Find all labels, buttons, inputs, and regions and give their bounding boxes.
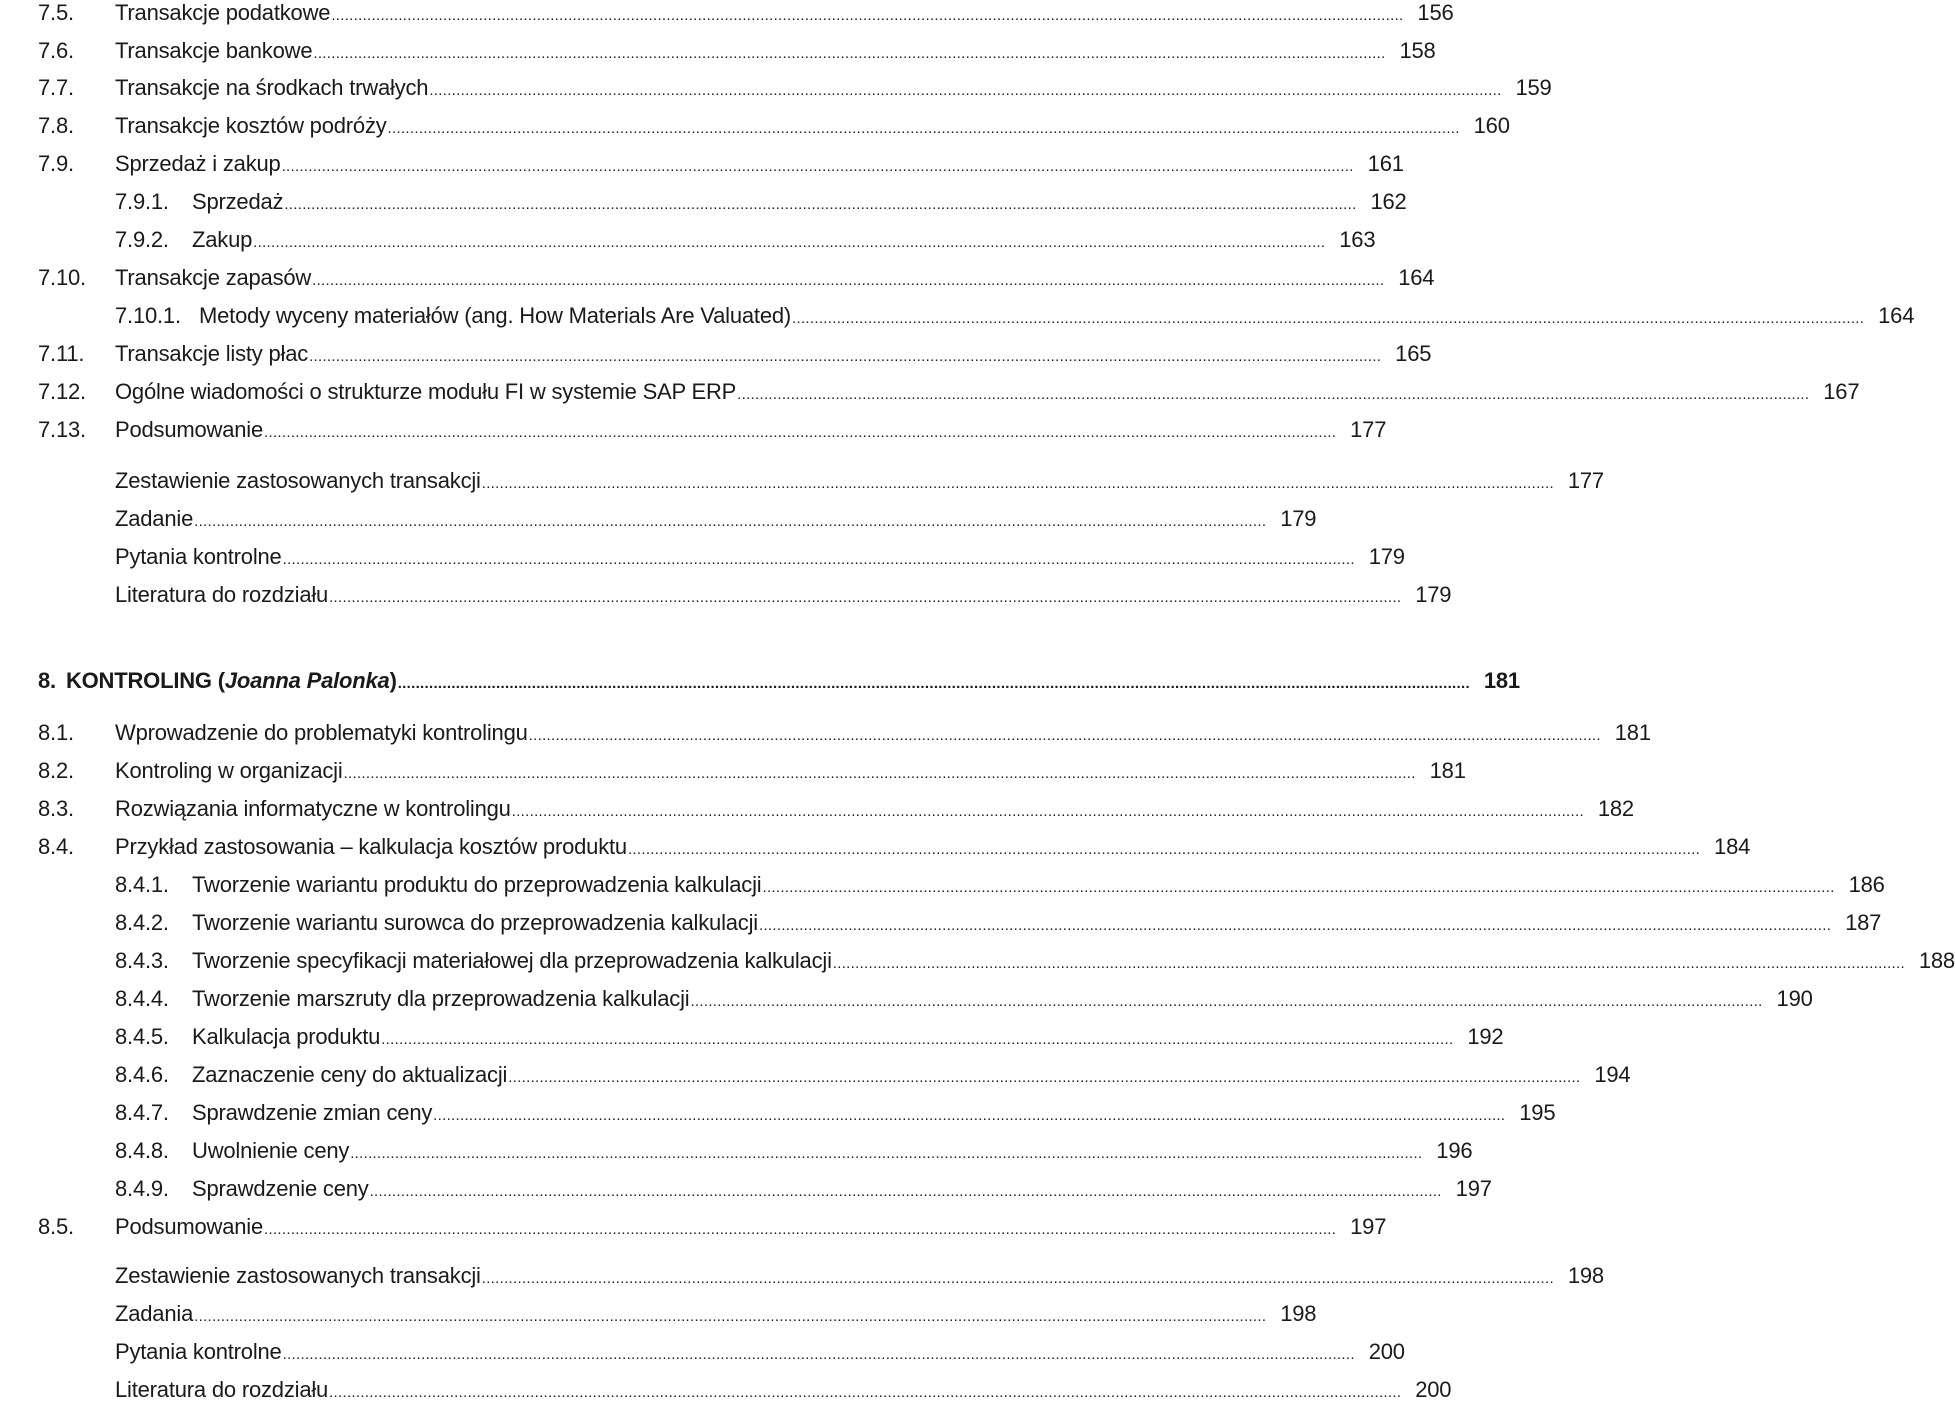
dot-leader: [344, 759, 1416, 789]
toc-entry-page: 194: [1594, 1062, 1631, 1087]
dot-leader: [690, 987, 1762, 1017]
toc-entry: [38, 504, 1317, 534]
dot-leader: [762, 873, 1834, 903]
toc-entry-title: Ogólne wiadomości o strukturze modułu FI w systemie SAP ERP: [115, 379, 737, 404]
toc-entry: [38, 415, 1387, 445]
dot-leader: [529, 721, 1601, 751]
toc-entry-page: 188: [1918, 948, 1955, 973]
toc-entry-page: 179: [1415, 582, 1452, 607]
toc-entry-title: Tworzenie specyfikacji materiałowej dla przeprowadzenia kalkulacji: [192, 948, 832, 973]
dot-leader: [628, 835, 1700, 865]
toc-entry-title: Kontroling w organizacji: [115, 758, 343, 783]
dot-leader: [508, 1063, 1580, 1093]
dot-leader: [329, 583, 1401, 613]
toc-entry-title: Transakcje kosztów podróży: [115, 113, 387, 138]
toc-entry: [115, 1136, 1473, 1166]
dot-leader: [283, 545, 1355, 575]
toc-entry-number: 8.1.: [38, 720, 74, 745]
toc-entry-page: 192: [1467, 1024, 1504, 1049]
toc-entry: [115, 1174, 1492, 1204]
toc-entry-title: Metody wyceny materiałów (ang. How Materials Are Valuated): [199, 303, 792, 328]
toc-entry: [38, 1299, 1317, 1329]
toc-entry-number: 7.10.1.: [115, 303, 181, 328]
toc-entry-number: 7.6.: [38, 38, 74, 63]
toc-entry-number: 7.5.: [38, 0, 74, 25]
toc-entry-title: Literatura do rozdziału: [115, 582, 329, 607]
dot-leader: [381, 1025, 1453, 1055]
toc-entry-number: 7.10.: [38, 265, 86, 290]
toc-entry-page: 167: [1823, 379, 1860, 404]
toc-entry-number: 8.4.8.: [115, 1138, 169, 1163]
toc-entry-title: Zestawienie zastosowanych transakcji: [115, 468, 481, 493]
toc-entry: [38, 377, 1860, 407]
toc-entry-title: Sprzedaż i zakup: [115, 151, 281, 176]
toc-entry-page: 198: [1567, 1263, 1604, 1288]
dot-leader: [482, 469, 1554, 499]
toc-entry-number: 8.4.4.: [115, 986, 169, 1011]
toc-entry: [38, 794, 1634, 824]
toc-entry-title: Transakcje na środkach trwałych: [115, 75, 429, 100]
toc-entry: [38, 1261, 1604, 1291]
toc-entry-title: Transakcje bankowe: [115, 38, 313, 63]
toc-entry: [115, 870, 1885, 900]
toc-entry-number: 7.9.1.: [115, 189, 169, 214]
toc-entry-page: 197: [1350, 1214, 1387, 1239]
toc-entry-page: 179: [1368, 544, 1405, 569]
toc-entry-title: Tworzenie wariantu surowca do przeprowadzenia kalkulacji: [192, 910, 758, 935]
chapter-author: Joanna Palonka: [224, 668, 390, 693]
toc-entry-title: Zakup: [192, 227, 253, 252]
toc-entry-title: [66, 666, 397, 696]
toc-entry-title: Tworzenie marszruty dla przeprowadzenia kalkulacji: [192, 986, 690, 1011]
toc-entry-number: 8.4.9.: [115, 1176, 169, 1201]
toc-entry: [38, 718, 1651, 748]
toc-entry-title: Podsumowanie: [115, 1214, 264, 1239]
toc-entry-title: Transakcje listy płac: [115, 341, 309, 366]
dot-leader: [512, 797, 1584, 827]
toc-entry: [115, 1098, 1556, 1128]
toc-entry: [38, 580, 1452, 610]
toc-entry-title: Zaznaczenie ceny do aktualizacji: [192, 1062, 508, 1087]
toc-entry-title: Wprowadzenie do problematyki kontrolingu: [115, 720, 528, 745]
toc-entry-page: 200: [1368, 1339, 1405, 1364]
toc-entry-title: Uwolnienie ceny: [192, 1138, 350, 1163]
toc-entry: [115, 984, 1813, 1014]
toc-entry: [38, 149, 1404, 179]
toc-entry-page: 158: [1399, 38, 1436, 63]
toc-entry-title: Zestawienie zastosowanych transakcji: [115, 1263, 481, 1288]
toc-entry: [38, 339, 1432, 369]
toc-entry-title: Pytania kontrolne: [115, 544, 282, 569]
toc-entry-number: 8.3.: [38, 796, 74, 821]
toc-entry-page: 164: [1878, 303, 1915, 328]
toc-entry-page: 198: [1280, 1301, 1317, 1326]
toc-entry-title: Tworzenie wariantu produktu do przeprowadzenia kalkulacji: [192, 872, 762, 897]
chapter-title: KONTROLING (: [65, 668, 225, 693]
toc-entry-page: 184: [1714, 834, 1751, 859]
toc-entry: [38, 1375, 1452, 1405]
toc-entry-number: 7.11.: [38, 341, 85, 366]
toc-entry-title: Przykład zastosowania – kalkulacja kosztów produktu: [115, 834, 627, 859]
toc-entry-number: 8.4.: [38, 834, 74, 859]
dot-leader: [737, 380, 1809, 410]
toc-entry: [115, 908, 1882, 938]
toc-entry: [115, 946, 1955, 976]
toc-entry-page: 181: [1483, 668, 1520, 693]
dot-leader: [282, 152, 1354, 182]
dot-leader: [833, 949, 1905, 979]
dot-leader: [482, 1264, 1554, 1294]
dot-leader: [350, 1139, 1422, 1169]
dot-leader: [370, 1177, 1442, 1207]
toc-entry-page: 165: [1395, 341, 1432, 366]
toc-entry: [38, 36, 1436, 66]
toc-entry-page: 186: [1848, 872, 1885, 897]
dot-leader: [388, 114, 1460, 144]
dot-leader: [792, 304, 1864, 334]
toc-entry: [38, 0, 1454, 28]
toc-entry-page: 177: [1567, 468, 1604, 493]
toc-entry-number: 7.9.2.: [115, 227, 169, 252]
toc-entry-page: 156: [1417, 0, 1454, 25]
toc-entry-title: Rozwiązania informatyczne w kontrolingu: [115, 796, 511, 821]
toc-entry: [115, 1060, 1631, 1090]
toc-entry-title: Transakcje podatkowe: [115, 0, 331, 25]
toc-entry: [115, 1022, 1504, 1052]
dot-leader: [329, 1378, 1401, 1408]
toc-entry: [38, 756, 1466, 786]
toc-entry-page: 190: [1776, 986, 1813, 1011]
dot-leader: [433, 1101, 1505, 1131]
toc-entry: [38, 73, 1552, 103]
toc-entry-number: 8.4.7.: [115, 1100, 169, 1125]
toc-entry-number: 8.4.6.: [115, 1062, 169, 1087]
toc-entry-title: Zadanie: [115, 506, 194, 531]
toc-entry-number: 7.12.: [38, 379, 86, 404]
toc-entry: [115, 301, 1915, 331]
toc-entry: [115, 187, 1407, 217]
toc-entry-page: 182: [1597, 796, 1634, 821]
toc-entry: [115, 225, 1376, 255]
toc-entry-page: 177: [1350, 417, 1387, 442]
dot-leader: [283, 1340, 1355, 1370]
dot-leader: [253, 228, 1325, 258]
toc-entry: [38, 263, 1435, 293]
toc-entry-page: 181: [1614, 720, 1651, 745]
toc-entry: [38, 1212, 1387, 1242]
toc-entry-page: 197: [1455, 1176, 1492, 1201]
toc-entry: [38, 542, 1405, 572]
toc-entry: [38, 666, 1520, 696]
toc-entry-page: 163: [1339, 227, 1376, 252]
toc-entry-number: 7.7.: [38, 75, 74, 100]
toc-entry-title: Literatura do rozdziału: [115, 1377, 329, 1402]
toc-entry-page: 181: [1429, 758, 1466, 783]
toc-entry: [38, 111, 1510, 141]
toc-entry-title: Sprawdzenie ceny: [192, 1176, 369, 1201]
toc-entry-number: 7.8.: [38, 113, 74, 138]
dot-leader: [312, 266, 1384, 296]
dot-leader: [429, 76, 1501, 106]
toc-entry-page: 196: [1436, 1138, 1473, 1163]
toc-entry-number: 8.4.5.: [115, 1024, 169, 1049]
toc-entry-title: Sprzedaż: [192, 189, 284, 214]
chapter-title-end: ): [389, 668, 397, 693]
dot-leader: [309, 342, 1381, 372]
toc-entry-page: 187: [1845, 910, 1882, 935]
toc-entry-number: 7.13.: [38, 417, 86, 442]
dot-leader: [313, 39, 1385, 69]
toc-entry-number: 8.: [38, 668, 56, 693]
toc-entry-number: 8.4.3.: [115, 948, 169, 973]
toc-entry-page: 179: [1280, 506, 1317, 531]
toc-entry-page: 164: [1398, 265, 1435, 290]
toc-entry-page: 162: [1370, 189, 1407, 214]
dot-leader: [759, 911, 1831, 941]
dot-leader: [264, 418, 1336, 448]
toc-entry-page: 195: [1519, 1100, 1556, 1125]
toc-entry: [38, 466, 1604, 496]
toc-entry-page: 159: [1515, 75, 1552, 100]
toc-entry-page: 200: [1415, 1377, 1452, 1402]
toc-entry-number: 8.2.: [38, 758, 74, 783]
toc-entry-title: Pytania kontrolne: [115, 1339, 282, 1364]
toc-entry-title: Zadania: [115, 1301, 194, 1326]
toc-entry-title: Sprawdzenie zmian ceny: [192, 1100, 433, 1125]
toc-entry-title: Kalkulacja produktu: [192, 1024, 381, 1049]
toc-entry-number: 8.5.: [38, 1214, 74, 1239]
toc-entry-page: 160: [1473, 113, 1510, 138]
toc-entry: [38, 832, 1751, 862]
toc-entry-page: 161: [1367, 151, 1404, 176]
dot-leader: [331, 1, 1403, 31]
toc-entry-title: Transakcje zapasów: [115, 265, 312, 290]
toc-entry-number: 7.9.: [38, 151, 74, 176]
toc-entry: [38, 1337, 1405, 1367]
toc-entry-title: Podsumowanie: [115, 417, 264, 442]
dot-leader: [398, 669, 1470, 699]
dot-leader: [284, 190, 1356, 220]
toc-entry-number: 8.4.2.: [115, 910, 169, 935]
dot-leader: [194, 1302, 1266, 1332]
dot-leader: [264, 1215, 1336, 1245]
dot-leader: [194, 507, 1266, 537]
toc-entry-number: 8.4.1.: [115, 872, 169, 897]
